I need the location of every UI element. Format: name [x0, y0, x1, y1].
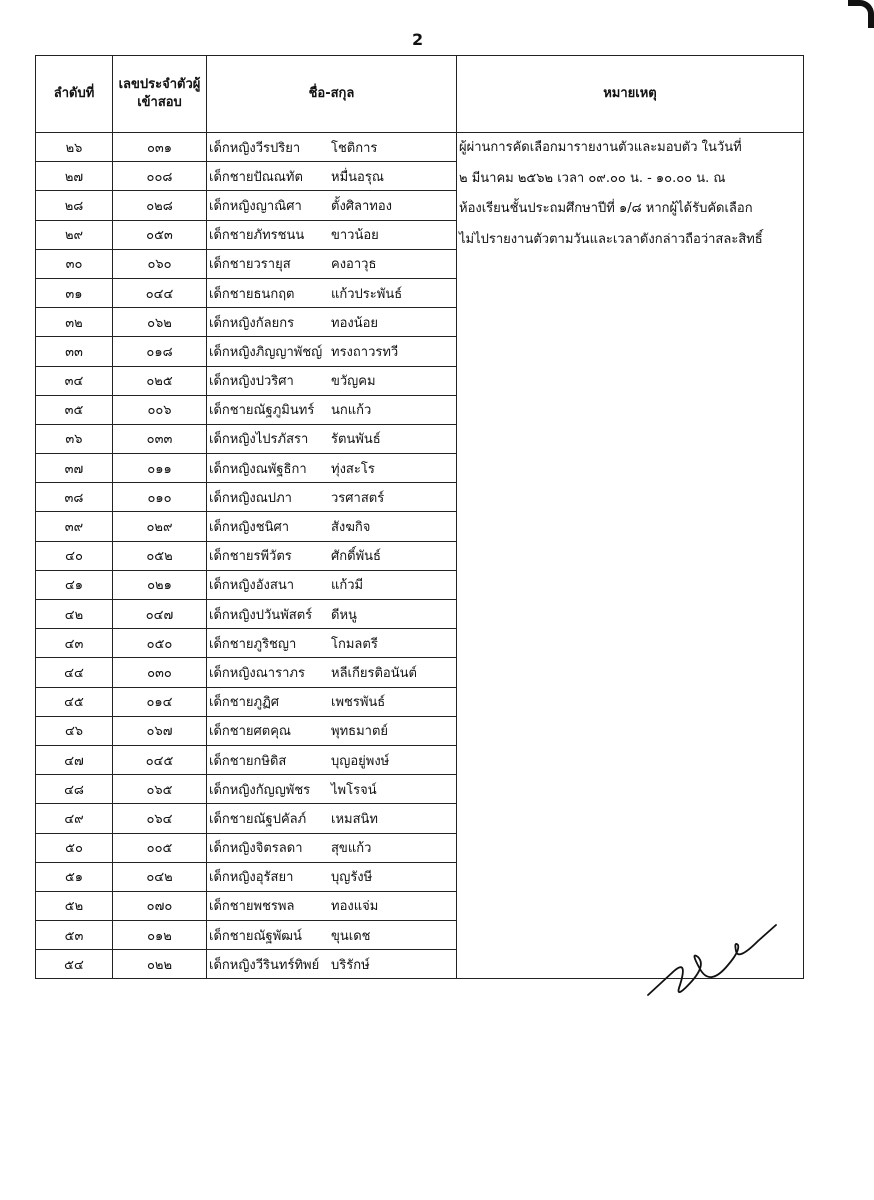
row-exam-id: ๐๐๕	[113, 833, 207, 862]
header-remark: หมายเหตุ	[457, 56, 804, 133]
row-exam-id: ๐๐๖	[113, 395, 207, 424]
row-last-name: โกมลตรี	[331, 636, 378, 652]
header-exam-id: เลขประจำตัวผู้เข้าสอบ	[113, 56, 207, 133]
row-full-name	[207, 308, 457, 337]
row-first-name: เด็กหญิงจิตรลดา	[209, 841, 303, 857]
row-exam-id: ๐๕๐	[113, 629, 207, 658]
row-last-name: รัตนพันธ์	[331, 432, 381, 448]
row-last-name: สังฆกิจ	[331, 520, 371, 536]
row-order-number: ๔๐	[36, 541, 113, 570]
row-first-name: เด็กหญิงกัลยกร	[209, 315, 295, 331]
page-corner-mark	[848, 0, 874, 28]
row-exam-id: ๐๑๘	[113, 337, 207, 366]
row-full-name	[207, 483, 457, 512]
row-last-name: ทรงถาวรทวี	[331, 344, 399, 360]
row-full-name	[207, 716, 457, 745]
row-last-name: นกแก้ว	[331, 403, 372, 419]
row-order-number: ๔๑	[36, 570, 113, 599]
row-last-name: พุทธมาตย์	[331, 724, 389, 740]
row-full-name	[207, 395, 457, 424]
row-full-name	[207, 745, 457, 774]
row-order-number: ๕๑	[36, 862, 113, 891]
row-exam-id: ๐๖๗	[113, 716, 207, 745]
row-first-name: เด็กชายณัฐปคัลภ์	[209, 811, 307, 827]
row-order-number: ๕๐	[36, 833, 113, 862]
row-order-number: ๔๘	[36, 775, 113, 804]
header-name: ชื่อ-สกุล	[207, 56, 457, 133]
row-full-name	[207, 133, 457, 162]
row-order-number: ๓๕	[36, 395, 113, 424]
row-last-name: ศักดิ์พันธ์	[331, 549, 381, 565]
row-last-name: วรศาสตร์	[331, 490, 385, 506]
row-last-name: แก้วมี	[331, 578, 364, 594]
row-first-name: เด็กชายปัณณทัต	[209, 169, 303, 185]
row-first-name: เด็กชายกษิดิส	[209, 753, 287, 769]
row-exam-id: ๐๖๕	[113, 775, 207, 804]
row-exam-id: ๐๒๕	[113, 366, 207, 395]
row-full-name	[207, 891, 457, 920]
row-full-name	[207, 278, 457, 307]
row-last-name: ขาวน้อย	[331, 228, 379, 244]
row-full-name	[207, 570, 457, 599]
row-order-number: ๕๒	[36, 891, 113, 920]
row-exam-id: ๐๖๔	[113, 804, 207, 833]
row-full-name	[207, 366, 457, 395]
row-full-name	[207, 191, 457, 220]
row-last-name: บุญอยู่พงษ์	[331, 753, 390, 769]
row-last-name: สุขแก้ว	[331, 841, 372, 857]
row-first-name: เด็กชายพชรพล	[209, 899, 295, 915]
row-first-name: เด็กหญิงกัญญพัชร	[209, 782, 311, 798]
row-first-name: เด็กหญิงชนิศา	[209, 520, 290, 536]
row-exam-id: ๐๗๐	[113, 891, 207, 920]
row-first-name: เด็กชายณัฐพัฒน์	[209, 928, 302, 944]
row-full-name	[207, 775, 457, 804]
remark-line1: ผู้ผ่านการคัดเลือกมารายงานตัวและมอบตัว ในวันที่	[459, 140, 742, 155]
row-last-name: ดีหนู	[331, 607, 357, 623]
row-first-name: เด็กหญิงณพัฐธิกา	[209, 461, 307, 477]
row-first-name: เด็กหญิงณปภา	[209, 490, 292, 506]
remark-cell	[457, 133, 804, 979]
table-row	[36, 133, 804, 162]
row-order-number: ๕๓	[36, 921, 113, 950]
row-exam-id: ๐๑๒	[113, 921, 207, 950]
row-full-name	[207, 541, 457, 570]
remark-line4: ไม่ไปรายงานตัวตามวันและเวลาดังกล่าวถือว่าสละสิทธิ์	[459, 231, 763, 247]
row-first-name: เด็กหญิงอังสนา	[209, 578, 295, 594]
row-first-name: เด็กหญิงอุรัสยา	[209, 870, 294, 886]
row-order-number: ๔๗	[36, 745, 113, 774]
row-last-name: ขวัญคม	[331, 374, 376, 390]
row-exam-id: ๐๔๒	[113, 862, 207, 891]
row-exam-id: ๐๔๔	[113, 278, 207, 307]
row-first-name: เด็กชายณัฐภูมินทร์	[209, 403, 315, 419]
row-order-number: ๔๔	[36, 658, 113, 687]
signature	[640, 885, 780, 1010]
row-first-name: เด็กชายรพีวัตร	[209, 549, 292, 565]
row-first-name: เด็กหญิงปวันพัสตร์	[209, 607, 313, 623]
row-full-name	[207, 454, 457, 483]
row-order-number: ๓๔	[36, 366, 113, 395]
row-full-name	[207, 950, 457, 979]
row-order-number: ๔๕	[36, 687, 113, 716]
row-first-name: เด็กหญิงวีรปริยา	[209, 140, 301, 156]
row-first-name: เด็กชายศตคุณ	[209, 724, 291, 740]
row-exam-id: ๐๓๐	[113, 658, 207, 687]
row-first-name: เด็กหญิงวีรินทร์ทิพย์	[209, 957, 320, 973]
row-order-number: ๓๙	[36, 512, 113, 541]
row-last-name: บริรักษ์	[331, 957, 370, 973]
row-order-number: ๒๖	[36, 133, 113, 162]
row-last-name: ไพโรจน์	[331, 782, 377, 798]
row-full-name	[207, 921, 457, 950]
row-full-name	[207, 220, 457, 249]
row-exam-id: ๐๒๘	[113, 191, 207, 220]
row-exam-id: ๐๒๙	[113, 512, 207, 541]
row-first-name: เด็กหญิงภิญญาพัชญ์	[209, 344, 323, 360]
row-full-name	[207, 337, 457, 366]
row-exam-id: ๐๖๐	[113, 249, 207, 278]
row-first-name: เด็กหญิงณาราภร	[209, 665, 305, 681]
row-order-number: ๔๙	[36, 804, 113, 833]
row-full-name	[207, 512, 457, 541]
row-full-name	[207, 424, 457, 453]
row-order-number: ๓๑	[36, 278, 113, 307]
row-order-number: ๒๙	[36, 220, 113, 249]
row-exam-id: ๐๒๑	[113, 570, 207, 599]
row-exam-id: ๐๐๘	[113, 162, 207, 191]
row-exam-id: ๐๓๓	[113, 424, 207, 453]
row-exam-id: ๐๑๐	[113, 483, 207, 512]
row-last-name: หมื่นอรุณ	[331, 169, 384, 185]
row-last-name: บุญรังษี	[331, 870, 373, 886]
row-last-name: หลีเกียรติอนันต์	[331, 665, 417, 681]
row-order-number: ๓๖	[36, 424, 113, 453]
row-exam-id: ๐๒๒	[113, 950, 207, 979]
row-exam-id: ๐๑๑	[113, 454, 207, 483]
row-last-name: เพชรพันธ์	[331, 695, 386, 711]
row-last-name: ทองน้อย	[331, 315, 379, 331]
row-first-name: เด็กชายภูริชญา	[209, 636, 297, 652]
row-first-name: เด็กชายภัทรชนน	[209, 228, 305, 244]
row-exam-id: ๐๓๑	[113, 133, 207, 162]
row-last-name: ทองแจ่ม	[331, 899, 379, 915]
row-first-name: เด็กชายภูฏิศ	[209, 695, 280, 711]
table-body	[36, 133, 804, 979]
row-full-name	[207, 600, 457, 629]
row-order-number: ๔๒	[36, 600, 113, 629]
row-full-name	[207, 804, 457, 833]
row-exam-id: ๐๑๔	[113, 687, 207, 716]
row-last-name: ตั้งศิลาทอง	[331, 198, 393, 214]
row-exam-id: ๐๔๕	[113, 745, 207, 774]
row-first-name: เด็กชายธนกฤต	[209, 286, 295, 302]
row-full-name	[207, 658, 457, 687]
row-last-name: ขุนเดช	[331, 928, 371, 944]
row-first-name: เด็กชายวรายุส	[209, 257, 291, 273]
row-exam-id: ๐๖๒	[113, 308, 207, 337]
row-last-name: เหมสนิท	[331, 811, 378, 827]
applicant-table	[35, 55, 804, 979]
row-order-number: ๒๘	[36, 191, 113, 220]
row-first-name: เด็กหญิงญาณิศา	[209, 198, 302, 214]
row-last-name: โชติการ	[331, 140, 378, 156]
remark-line3: ห้องเรียนชั้นประถมศึกษาปีที่ ๑/๘ หากผู้ได้รับคัดเลือก	[459, 201, 753, 216]
row-last-name: คงอาวุธ	[331, 257, 377, 273]
header-order: ลำดับที่	[36, 56, 113, 133]
row-order-number: ๕๔	[36, 950, 113, 979]
row-order-number: ๔๓	[36, 629, 113, 658]
row-order-number: ๓๘	[36, 483, 113, 512]
row-last-name: แก้วประพันธ์	[331, 286, 403, 302]
row-full-name	[207, 862, 457, 891]
page-number: 2	[412, 30, 424, 49]
row-exam-id: ๐๕๓	[113, 220, 207, 249]
row-exam-id: ๐๕๒	[113, 541, 207, 570]
row-order-number: ๒๗	[36, 162, 113, 191]
row-last-name: ทุ่งสะโร	[331, 461, 375, 477]
row-full-name	[207, 162, 457, 191]
row-exam-id: ๐๔๗	[113, 600, 207, 629]
row-full-name	[207, 249, 457, 278]
row-full-name	[207, 833, 457, 862]
remark-line2: ๒ มีนาคม ๒๕๖๒ เวลา ๐๙.๐๐ น. - ๑๐.๐๐ น. ณ	[459, 170, 726, 186]
row-full-name	[207, 629, 457, 658]
row-full-name	[207, 687, 457, 716]
row-order-number: ๔๖	[36, 716, 113, 745]
row-first-name: เด็กหญิงไปรภัสรา	[209, 432, 309, 448]
table-header-row	[36, 56, 804, 133]
row-order-number: ๓๓	[36, 337, 113, 366]
row-first-name: เด็กหญิงปวริศา	[209, 374, 294, 390]
row-order-number: ๓๒	[36, 308, 113, 337]
row-order-number: ๓๐	[36, 249, 113, 278]
row-order-number: ๓๗	[36, 454, 113, 483]
